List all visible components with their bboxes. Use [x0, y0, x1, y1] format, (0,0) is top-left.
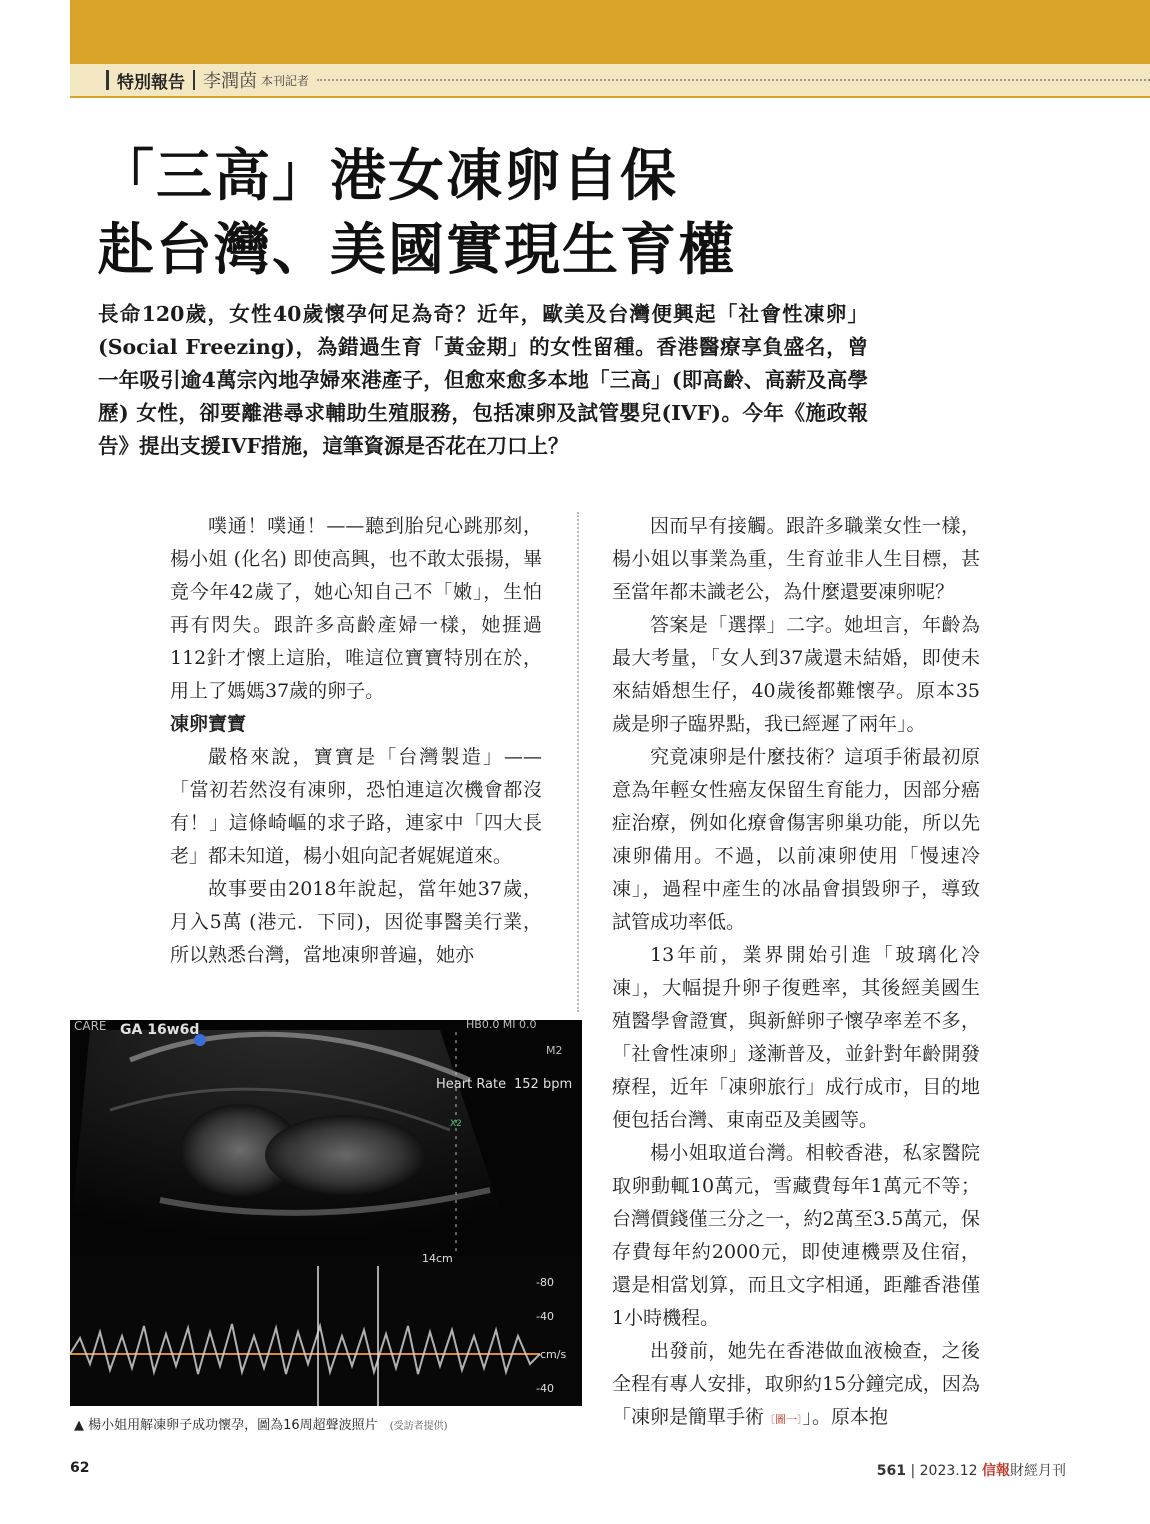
paragraph: 故事要由2018年說起，當年她37歲，月入5萬 (港元．下同)，因從事醫美行業，所以熟悉台灣，當地凍卵普遍，她亦	[170, 878, 542, 966]
author-role: 本刊記者	[261, 73, 310, 88]
body-column-right	[612, 510, 980, 1436]
subheading: 凍卵寶寶	[170, 713, 247, 735]
header-dotted-rule	[317, 79, 1150, 81]
header-divider	[193, 70, 195, 90]
paragraph: 噗通！噗通！——聽到胎兒心跳那刻，楊小姐 (化名) 即使高興，也不敢太張揚，畢竟今年42歲了，她心知自己不「嫩」，生怕再有閃失。跟許多高齡產婦一樣，她捱過112針才懷上這胎，唯這位寶寶特別在於，用上了媽媽37歲的卵子。	[170, 515, 542, 702]
footer-issue	[877, 1460, 1066, 1480]
headline-line-1: 「三高」港女凍卵自保	[98, 144, 678, 209]
paragraph	[612, 1335, 980, 1436]
label-top-right: HB0.0 MI 0.0	[466, 1020, 537, 1031]
doppler-scale-80: -80	[536, 1276, 554, 1289]
heart-rate-value: 152 bpm	[514, 1077, 573, 1092]
label-top-left: CARE	[74, 1020, 107, 1033]
brand-name-red: 信報	[982, 1463, 1010, 1479]
paragraph: 答案是「選擇」二字。她坦言，年齡為最大考量，「女人到37歲還未結婚，即使未來結婚想生仔，40歲後都難懷孕。原本35歲是卵子臨界點，我已經遲了兩年」。	[612, 614, 980, 735]
section-label: 特別報告	[117, 72, 185, 93]
label-heart-rate: Heart Rate	[436, 1077, 507, 1092]
doppler-scale-40: -40	[536, 1310, 554, 1323]
label-depth: 14cm	[422, 1252, 453, 1265]
photo-credit: (受訪者提供)	[389, 1421, 448, 1432]
label-gestational-age: GA 16w6d	[120, 1022, 200, 1038]
label-m2: M2	[546, 1044, 563, 1057]
doppler-scale-neg40: -40	[536, 1382, 554, 1395]
paragraph: 因而早有接觸。跟許多職業女性一樣，楊小姐以事業為重，生育並非人生目標，甚至當年都未識老公，為什麼還要凍卵呢？	[612, 515, 980, 603]
headline-line-2: 赴台灣、美國實現生育權	[98, 218, 736, 283]
column-divider	[577, 512, 579, 1012]
doppler-scale-unit: cm/s	[540, 1348, 567, 1361]
issue-date: 2023.12	[919, 1463, 978, 1479]
footer-separator: |	[910, 1463, 920, 1479]
headline	[98, 140, 736, 288]
page-number: 62	[70, 1460, 90, 1476]
body-column-left	[170, 510, 542, 972]
paragraph: 嚴格來說，寶寶是「台灣製造」——「當初若然沒有凍卵，恐怕連這次機會都沒有！」這條崎嶇的求子路，連家中「四大長老」都未知道，楊小姐向記者娓娓道來。	[170, 746, 542, 867]
lead-paragraph: 長命120歲，女性40歲懷孕何足為奇？近年，歐美及台灣便興起「社會性凍卵」(Social Freezing)，為錯過生育「黃金期」的女性留種。香港醫療享負盛名，曾一年吸引逾4萬宗內地孕婦來港產子，但愈來愈多本地「三高」(即高齡、高薪及高學歷) 女性，卻要離港尋求輔助生殖服務，包括凍卵及試管嬰兒(IVF)。今年《施政報告》提出支援IVF措施，這筆資源是否花在刀口上？	[98, 302, 868, 458]
author-name: 李潤茵	[203, 71, 257, 92]
ultrasound-photo	[70, 1020, 582, 1406]
paragraph: 13年前，業界開始引進「玻璃化冷凍」，大幅提升卵子復甦率，其後經美國生殖醫學會證實，與新鮮卵子懷孕率差不多，「社會性凍卵」遂漸普及，並針對年齡開發療程，近年「凍卵旅行」成行成市，目的地便包括台灣、東南亞及美國等。	[612, 944, 980, 1131]
paragraph: 楊小姐取道台灣。相較香港，私家醫院取卵動輒10萬元，雪藏費每年1萬元不等；台灣價錢僅三分之一，約2萬至3.5萬元，保存費每年約2000元，即使連機票及住宿，還是相當划算，而且文字相通，距離香港僅1小時機程。	[612, 1142, 980, 1329]
doppler-panel	[70, 1256, 582, 1406]
caption-text: ▲ 楊小姐用解凍卵子成功懷孕，圖為16周超聲波照片	[74, 1418, 378, 1433]
figure-reference: 〔圖一〕	[764, 1413, 803, 1426]
label-x2: X2	[450, 1119, 462, 1129]
brand-name-rest: 財經月刊	[1010, 1463, 1066, 1479]
ultrasound-image	[70, 1020, 582, 1406]
paragraph-text: 」。原本抱	[802, 1406, 889, 1428]
fetus-body	[265, 1115, 425, 1195]
header-bar	[106, 70, 109, 90]
section-header	[70, 64, 1150, 96]
issue-number: 561	[876, 1463, 907, 1479]
photo-caption	[74, 1414, 594, 1433]
paragraph: 究竟凍卵是什麼技術？這項手術最初原意為年輕女性癌友保留生育能力，因部分癌症治療，例如化療會傷害卵巢功能，所以先凍卵備用。不過，以前凍卵使用「慢速冷凍」，過程中產生的冰晶會損毀卵子，導致試管成功率低。	[612, 746, 980, 933]
paragraph-text: 出發前，她先在香港做血液檢查，之後全程有專人安排，取卵約15分鐘完成，因為「凍卵是簡單手術	[612, 1340, 980, 1428]
